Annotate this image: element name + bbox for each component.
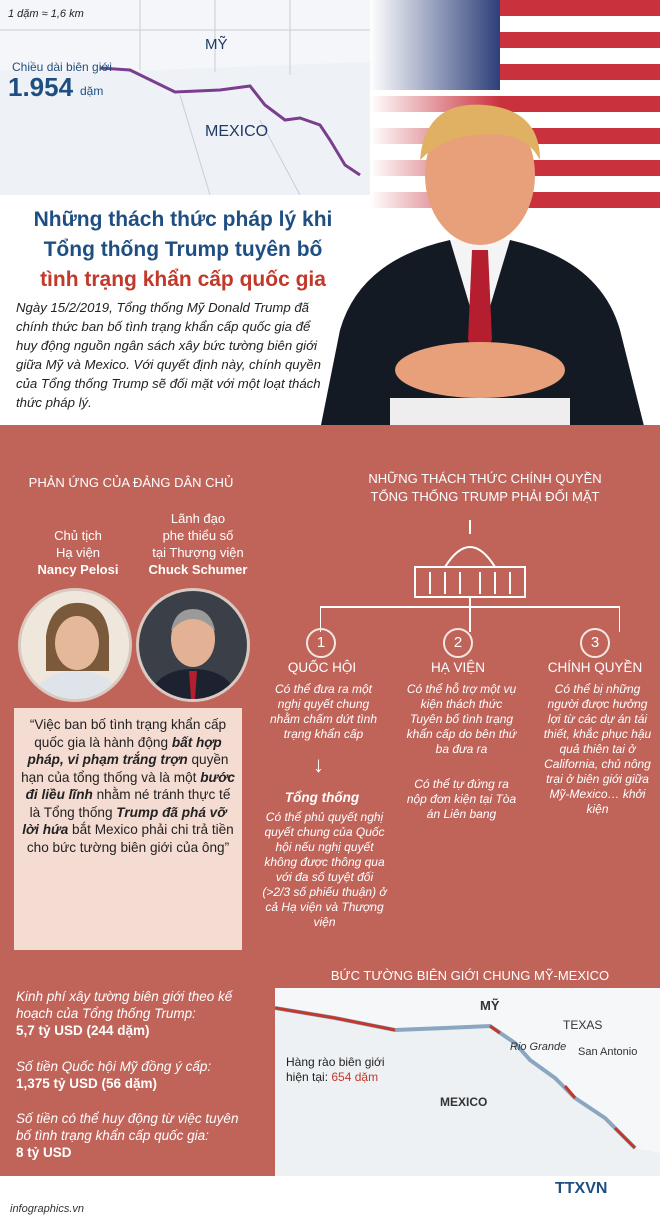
schumer-role-2: phe thiểu số <box>162 528 234 543</box>
challenge-1-number: 1 <box>306 628 336 658</box>
trump-portrait <box>300 90 660 425</box>
wallmap-label-rio: Rio Grande <box>510 1041 567 1053</box>
wallmap-label-us: MỸ <box>480 998 500 1013</box>
president-text: Có thể phủ quyết nghị quyết chung của Quốc hội nếu nghị quyết không được thông qua với đa số tuyệt đối (>2/3 số phiếu thuận) ở cả Hạ viện và Thượng viện <box>262 810 387 929</box>
democrats-quote: “Việc ban bố tình trạng khẩn cấp quốc gia là hành động bất hợp pháp, vi phạm trắng trợn quyền hạn của tổng thống và là một bước đi liều lĩnh nhằm né tránh thực tế là Tổng thống Trump đã phá vỡ lời hứa bắt Mexico phải chi trả tiền cho bức tường biên giới của ông” <box>21 717 235 855</box>
challenge-3-number: 3 <box>580 628 610 658</box>
challenge-3-text: Có thể bị những người được hưởng lợi từ các dự án tái thiết, khắc phục hậu quả thiên tai ở California, chủ nông trại ở biên giới giữa Mỹ-Mexico… khởi kiện <box>543 682 652 816</box>
pelosi-role-1: Chủ tịch <box>54 528 102 543</box>
pelosi-caption <box>28 527 128 578</box>
challenge-2-text: Có thể hỗ trợ một vụ kiện thách thức Tuyên bố tình trạng khẩn cấp do bên thứ ba đưa ra <box>406 682 517 756</box>
challenge-2-title: HẠ VIỆN <box>430 660 485 675</box>
map-label-us: MỸ <box>205 36 228 53</box>
challenge-3-title: CHÍNH QUYỀN <box>547 660 643 675</box>
wallmap-label-texas: TEXAS <box>563 1018 603 1032</box>
challenge-1-text: Có thể đưa ra một nghị quyết chung nhằm chấm dứt tình trạng khẩn cấp <box>270 682 377 741</box>
democrats-heading: PHẢN ỨNG CỦA ĐẢNG DÂN CHỦ <box>28 475 234 490</box>
title-line-1: Những thách thức pháp lý khi <box>33 208 333 231</box>
challenge-1-title: QUỐC HỘI <box>287 660 357 675</box>
schumer-name: Chuck Schumer <box>148 562 248 577</box>
capitol-icon <box>320 512 620 642</box>
pelosi-photo <box>18 588 132 702</box>
title-line-2: Tổng thống Trump tuyên bố <box>43 238 323 261</box>
title-line-3: tình trạng khẩn cấp quốc gia <box>40 268 326 291</box>
border-length-label: Chiều dài biên giới <box>12 60 112 74</box>
president-title: Tổng thống <box>284 790 360 805</box>
ttxvn-logo: TTXVN <box>555 1180 608 1197</box>
arrow-down-icon: ↓ <box>313 752 324 777</box>
pelosi-name: Nancy Pelosi <box>37 562 119 577</box>
funding-approved: Số tiền Quốc hội Mỹ đồng ý cấp: 1,375 tỷ USD (56 dặm) <box>16 1059 212 1091</box>
wallmap-heading: BỨC TƯỜNG BIÊN GIỚI CHUNG MỸ-MEXICO <box>330 968 610 983</box>
header-area <box>0 0 660 425</box>
schumer-caption <box>138 510 258 578</box>
border-length-unit: dặm <box>80 84 104 98</box>
fence-label: Hàng rào biên giới hiện tại: 654 dặm <box>286 1055 385 1084</box>
schumer-photo <box>136 588 250 702</box>
map-scale: 1 dặm ≈ 1,6 km <box>8 8 84 20</box>
wallmap-label-mexico: MEXICO <box>440 1095 488 1109</box>
footer-url[interactable]: infographics.vn <box>10 1203 84 1215</box>
border-length-value: 1.954 <box>8 72 74 102</box>
schumer-role-3: tại Thượng viện <box>152 545 244 560</box>
challenge-2-text-2: Có thể tự đứng ra nộp đơn kiện tại Tòa án Liên bang <box>406 777 517 821</box>
funding-plan: Kinh phí xây tường biên giới theo kế hoạch của Tổng thống Trump: 5,7 tỷ USD (244 dặm) <box>16 989 233 1038</box>
challenge-2-number: 2 <box>443 628 473 658</box>
map-label-mexico: MEXICO <box>205 123 269 140</box>
schumer-role-1: Lãnh đạo <box>170 511 226 526</box>
challenges-heading: NHỮNG THÁCH THỨC CHÍNH QUYỀN TỔNG THỐNG TRUMP PHẢI ĐỐI MẶT <box>368 471 602 504</box>
pelosi-role-2: Hạ viện <box>55 545 101 560</box>
funding-emergency: Số tiền có thể huy động từ việc tuyên bố tình trạng khẩn cấp quốc gia: 8 tỷ USD <box>16 1111 239 1160</box>
wallmap-label-sa: San Antonio <box>578 1046 638 1058</box>
intro-paragraph: Ngày 15/2/2019, Tổng thống Mỹ Donald Trump đã chính thức ban bố tình trạng khẩn cấp quốc gia để huy động nguồn ngân sách xây bức tường biên giới giữa Mỹ và Mexico. Với quyết định này, chính quyền của Tổng thống Trump sẽ đối mặt với một loạt thách thức pháp lý. <box>16 300 321 410</box>
